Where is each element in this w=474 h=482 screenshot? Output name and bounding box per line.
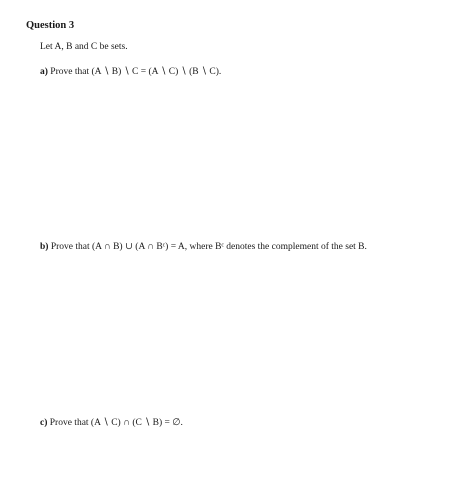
part-c-text: Prove that (A ∖ C) ∩ (C ∖ B) = ∅. (49, 418, 183, 428)
part-c-label: c) (40, 418, 48, 428)
part-a (40, 66, 221, 77)
part-b (40, 241, 367, 252)
part-c (40, 417, 183, 428)
question-intro: Let A, B and C be sets. (40, 42, 128, 52)
part-a-label: a) (40, 67, 48, 77)
question-title: Question 3 (26, 20, 75, 31)
part-a-text: Prove that (A ∖ B) ∖ C = (A ∖ C) ∖ (B ∖ C). (50, 67, 222, 77)
part-b-label: b) (40, 242, 49, 252)
part-b-text: Prove that (A ∩ B) ∪ (A ∩ Bᶜ) = A, where Bᶜ denotes the complement of the set B. (50, 242, 367, 252)
